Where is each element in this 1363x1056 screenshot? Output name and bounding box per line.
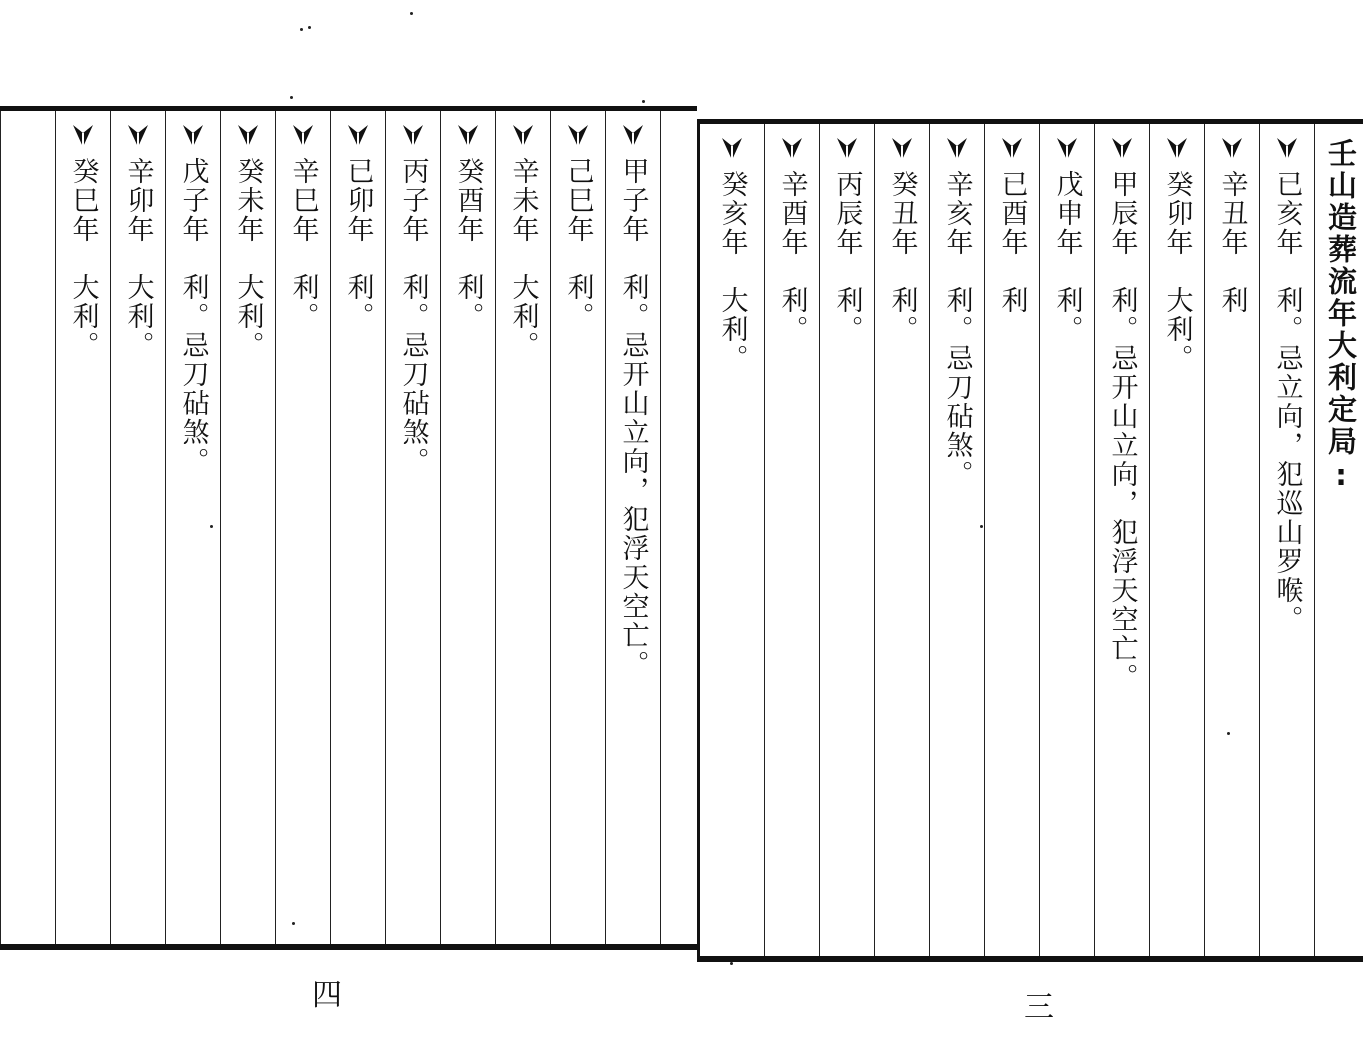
entry-text: 癸卯年 大利。 (1161, 170, 1193, 373)
entry-text: 辛巳年 利。 (287, 157, 319, 331)
scan-speck (980, 525, 983, 528)
entry-column (440, 111, 495, 944)
entry-column (929, 124, 984, 956)
check-v-icon (127, 123, 149, 149)
check-v-icon (946, 136, 968, 162)
check-v-icon (457, 123, 479, 149)
entry-text: 辛卯年 大利。 (122, 157, 154, 360)
entry-column (1259, 124, 1314, 956)
title-column (1314, 124, 1363, 956)
entry-column (495, 111, 550, 944)
check-v-icon (1056, 136, 1078, 162)
entry-text: 丙子年 利。忌刀砧煞。 (397, 157, 429, 476)
entry-column (275, 111, 330, 944)
check-v-icon (1001, 136, 1023, 162)
check-v-icon (891, 136, 913, 162)
entry-column (1149, 124, 1204, 956)
entry-text: 已卯年 利。 (342, 157, 374, 331)
scan-speck (1227, 732, 1230, 735)
entry-column (220, 111, 275, 944)
entry-column (1039, 124, 1094, 956)
entry-text: 甲子年 利。忌开山立向，犯浮天空亡。 (617, 157, 649, 679)
entry-text: 戊子年 利。忌刀砧煞。 (177, 157, 209, 476)
entry-column (764, 124, 819, 956)
check-v-icon (347, 123, 369, 149)
page-number-right: 三 (1024, 990, 1054, 1025)
check-v-icon (836, 136, 858, 162)
entry-column (605, 111, 660, 944)
check-v-icon (182, 123, 204, 149)
check-v-icon (781, 136, 803, 162)
entry-column (55, 111, 110, 944)
entry-column (874, 124, 929, 956)
entry-column (984, 124, 1039, 956)
empty-column (0, 111, 55, 944)
scan-speck (292, 922, 295, 925)
scan-speck (300, 28, 303, 31)
scan-speck (290, 96, 293, 99)
check-v-icon (292, 123, 314, 149)
check-v-icon (237, 123, 259, 149)
entry-text: 辛亥年 利。忌刀砧煞。 (941, 170, 973, 489)
entry-text: 已酉年 利 (996, 170, 1028, 315)
left-page (0, 106, 697, 950)
check-v-icon (1111, 136, 1133, 162)
scan-speck (210, 525, 213, 528)
entry-column (1204, 124, 1259, 956)
scan-speck (410, 12, 413, 15)
entry-column (819, 124, 874, 956)
scan-speck (642, 100, 645, 103)
scan-speck (308, 26, 311, 29)
entry-text: 癸酉年 利。 (452, 157, 484, 331)
entry-text: 辛酉年 利。 (776, 170, 808, 344)
entry-column (385, 111, 440, 944)
entry-text: 辛未年 大利。 (507, 157, 539, 360)
entry-text: 丙辰年 利。 (831, 170, 863, 344)
check-v-icon (1221, 136, 1243, 162)
entry-text: 辛丑年 利 (1216, 170, 1248, 315)
entry-text: 戊申年 利。 (1051, 170, 1083, 344)
entry-column (700, 124, 764, 956)
entry-text: 癸丑年 利。 (886, 170, 918, 344)
check-v-icon (402, 123, 424, 149)
check-v-icon (721, 136, 743, 162)
entry-column (1094, 124, 1149, 956)
entry-column (330, 111, 385, 944)
entry-column (110, 111, 165, 944)
entry-text: 癸巳年 大利。 (67, 157, 99, 360)
check-v-icon (567, 123, 589, 149)
right-page (697, 119, 1363, 962)
entry-text: 己巳年 利。 (562, 157, 594, 331)
entry-column (550, 111, 605, 944)
entry-text: 癸未年 大利。 (232, 157, 264, 360)
entry-text: 甲辰年 利。忌开山立向，犯浮天空亡。 (1106, 170, 1138, 692)
entry-text: 已亥年 利。忌立向，犯巡山罗喉。 (1271, 170, 1303, 634)
page-title: 壬山造葬流年大利定局: (1324, 138, 1358, 495)
scan-speck (730, 962, 733, 965)
check-v-icon (512, 123, 534, 149)
entry-text: 癸亥年 大利。 (716, 170, 748, 373)
check-v-icon (72, 123, 94, 149)
empty-column (660, 111, 697, 944)
check-v-icon (1166, 136, 1188, 162)
page-number-left: 四 (312, 978, 342, 1013)
check-v-icon (622, 123, 644, 149)
check-v-icon (1276, 136, 1298, 162)
